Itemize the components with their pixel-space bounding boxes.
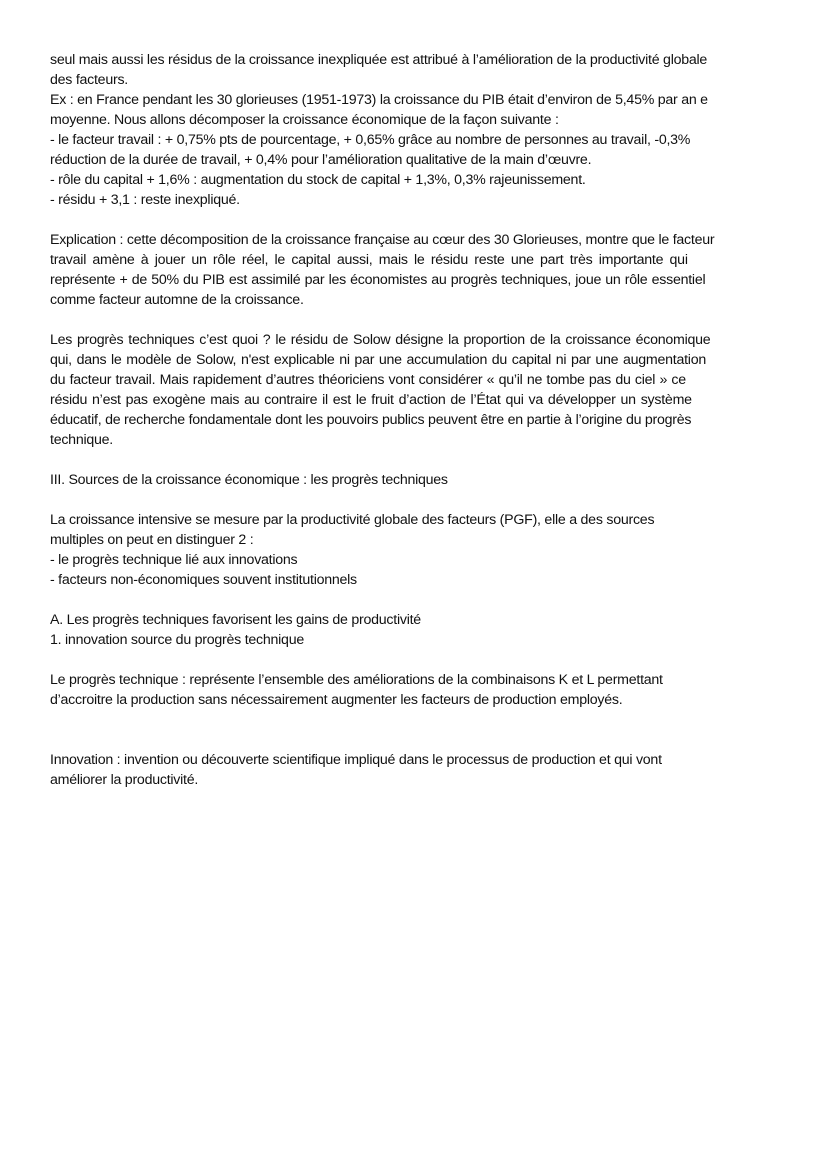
text-line: Ex : en France pendant les 30 glorieuses (1951-1973) la croissance du PIB était d’environ de 5,45% par an e (50, 92, 708, 108)
definition-progres-technique (50, 670, 778, 710)
text-line: éducatif, de recherche fondamentale dont les pouvoirs publics peuvent être en partie à l’origine du progrès (50, 412, 692, 428)
text-line: Innovation : invention ou découverte scientifique impliqué dans le processus de production et qui vont (50, 752, 662, 768)
text-line: moyenne. Nous allons décomposer la croissance économique de la façon suivante : (50, 112, 559, 128)
text-line: résidu n’est pas exogène mais au contraire il est le fruit d’action de l’État qui va développer un système (50, 392, 692, 408)
text-line: du facteur travail. Mais rapidement d’autres théoriciens vont considérer « qu’il ne tombe pas du ciel » ce (50, 372, 686, 388)
definition-innovation (50, 750, 778, 790)
text-line: Le progrès technique : représente l’ensemble des améliorations de la combinaisons K et L permettant (50, 672, 663, 688)
subsubsection-heading: 1. innovation source du progrès technique (50, 632, 304, 648)
text-line: Explication : cette décomposition de la croissance française au cœur des 30 Glorieuses, montre que le facteur (50, 232, 715, 248)
text-line: technique. (50, 432, 113, 448)
subsection-headings (50, 610, 778, 650)
subsection-heading: A. Les progrès techniques favorisent les gains de productivité (50, 612, 421, 628)
text-line: La croissance intensive se mesure par la productivité globale des facteurs (PGF), elle a des sources (50, 512, 655, 528)
explication-paragraph (50, 230, 778, 310)
text-line: représente + de 50% du PIB est assimilé par les économistes au progrès techniques, joue un rôle essentiel (50, 272, 706, 288)
text-line: qui, dans le modèle de Solow, n'est explicable ni par une accumulation du capital ni par une augmentation (50, 352, 706, 368)
pgf-paragraph (50, 510, 778, 590)
text-line: améliorer la productivité. (50, 772, 199, 788)
text-line: seul mais aussi les résidus de la croissance inexpliquée est attribué à l’amélioration de la productivité globale (50, 52, 708, 68)
text-line: comme facteur automne de la croissance. (50, 292, 304, 308)
text-line: réduction de la durée de travail, + 0,4% pour l’amélioration qualitative de la main d’œuvre. (50, 152, 592, 168)
intro-paragraph (50, 50, 778, 210)
list-item-facteurs-non-economiques: - facteurs non-économiques souvent institutionnels (50, 572, 357, 588)
section-heading: III. Sources de la croissance économique : les progrès techniques (50, 472, 448, 488)
progres-techniques-paragraph (50, 330, 778, 450)
list-item-residu: - résidu + 3,1 : reste inexpliqué. (50, 192, 240, 208)
list-item-facteur-travail: - le facteur travail : + 0,75% pts de pourcentage, + 0,65% grâce au nombre de personnes au travail, -0,3% (50, 132, 691, 148)
text-line: travail amène à jouer un rôle réel, le capital aussi, mais le résidu reste une part très importante qui (50, 252, 688, 268)
document-page (50, 50, 778, 810)
list-item-role-capital: - rôle du capital + 1,6% : augmentation du stock de capital + 1,3%, 0,3% rajeunissement. (50, 172, 586, 188)
text-line: d’accroitre la production sans nécessairement augmenter les facteurs de production employés. (50, 692, 623, 708)
text-line: des facteurs. (50, 72, 128, 88)
text-line: Les progrès techniques c’est quoi ? le résidu de Solow désigne la proportion de la croissance économique (50, 332, 711, 348)
list-item-progres-technique: - le progrès technique lié aux innovations (50, 552, 298, 568)
text-line: multiples on peut en distinguer 2 : (50, 532, 254, 548)
